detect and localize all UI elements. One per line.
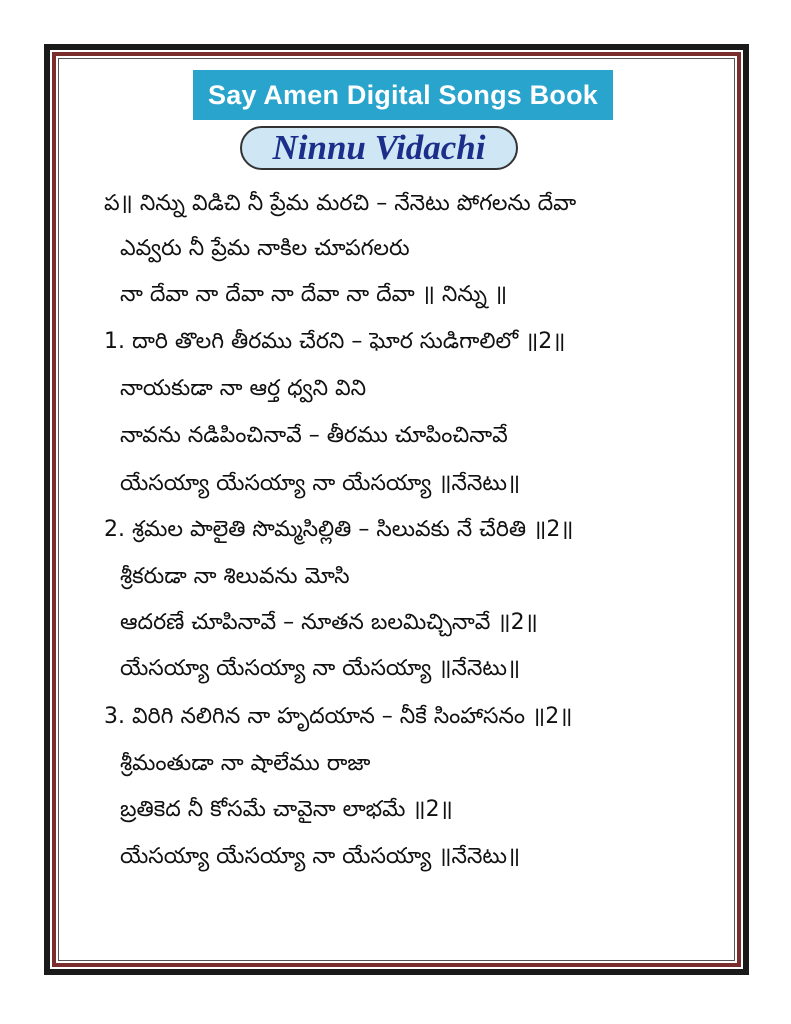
- lyric-line-verse3-3: బ్రతికెద నీ కోసమే చావైనా లాభమే ॥2॥: [120, 797, 453, 822]
- lyric-line-verse2-1: 2. శ్రమల పాలైతి సొమ్మసిల్లితి – సిలువకు నే చేరితి ॥2॥: [104, 517, 574, 542]
- lyric-line-verse3-4: యేసయ్యా యేసయ్యా నా యేసయ్యా ॥నేనెటు॥: [120, 844, 521, 869]
- banner-title: Say Amen Digital Songs Book: [208, 79, 598, 110]
- lyric-line-verse3-1: 3. విరిగి నలిగిన నా హృదయాన – నీకే సింహాసనం ॥2॥: [104, 704, 573, 729]
- lyric-line-verse1-1: 1. దారి తొలగి తీరము చేరని – ఘోర సుడిగాలిలో ॥2॥: [104, 329, 566, 354]
- song-title: Ninnu Vidachi: [272, 127, 486, 167]
- lyric-line-verse2-2: శ్రీకరుడా నా శిలువను మోసి: [120, 564, 350, 589]
- lyric-line-verse3-2: శ్రీమంతుడా నా షాలేము రాజా: [120, 751, 371, 776]
- lyric-line-verse1-3: నావను నడిపించినావే – తీరము చూపించినావే: [120, 423, 508, 448]
- lyric-line-verse1-4: యేసయ్యా యేసయ్యా నా యేసయ్యా ॥నేనెటు॥: [120, 471, 521, 496]
- lyric-line-verse2-3: ఆదరణే చూపినావే – నూతన బలమిచ్చినావే ॥2॥: [120, 610, 538, 635]
- lyric-line-verse1-2: నాయకుడా నా ఆర్త ధ్వని విని: [120, 376, 367, 401]
- lyric-line-pallavi-2: ఎవ్వరు నీ ప్రేమ నాకిల చూపగలరు: [120, 236, 410, 261]
- lyric-line-pallavi-3: నా దేవా నా దేవా నా దేవా నా దేవా ॥ నిన్ను ॥: [120, 282, 508, 307]
- lyric-line-pallavi-1: ప॥ నిన్ను విడిచి నీ ప్రేమ మరచి – నేనెటు పోగలను దేవా: [104, 191, 577, 216]
- lyric-line-verse2-4: యేసయ్యా యేసయ్యా నా యేసయ్యా ॥నేనెటు॥: [120, 656, 521, 681]
